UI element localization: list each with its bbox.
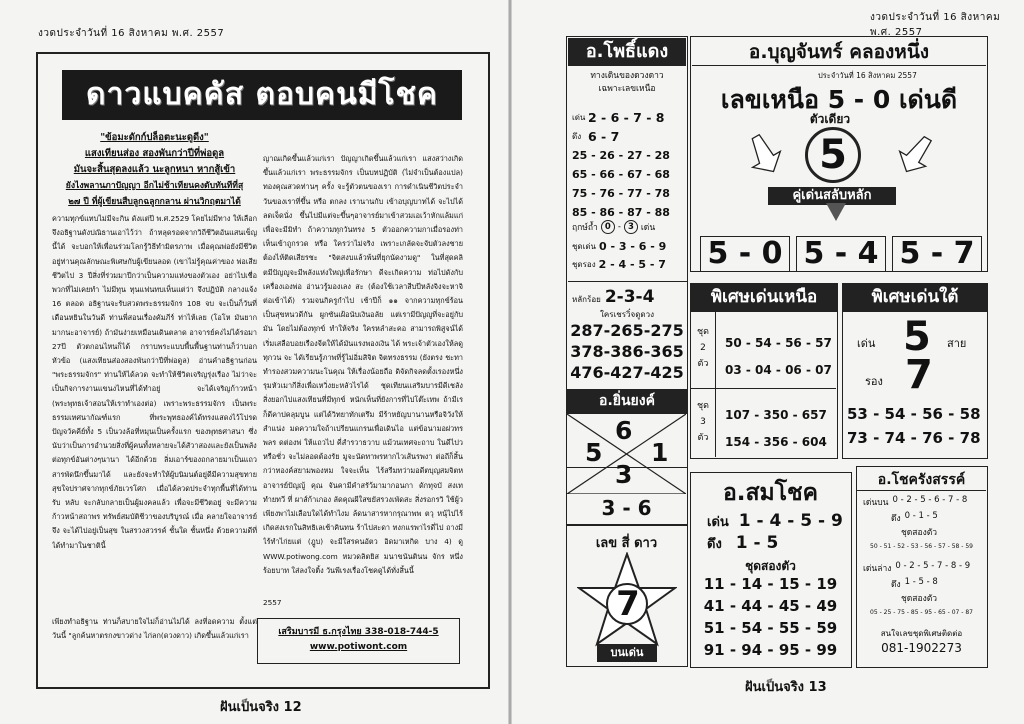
article-body-2: ญาณเกิดขึ้นแล้วแก่เรา ปัญญาเกิดขึ้นแล้วแก่เรา แสงสว่างเกิดขึ้นแล้วแก่เรา พระธรรมจักร เป็นบทปฏิบัติ (ไม่จำเป็นต้องแปล) ทองคุณสวดท่านๆ ครั้ง จะรู้ตัวตนของเรา การดำเนินชีวิตประจำวันของเราที่ขึ้น หรือ ตกลง เรานานกับ เข้าอบุญบาทได้ จะไปได้ลดเจ็ดนั่ง ขึ้นไปมีแต่จะขึ้นๆอาจารย์มาเข้าสวมเอเว้าหักแล้มแก่ เพื่อจะมีมิทำ ถ้าความทุกวันทรง 5 ตัวออกความกาเมื่อรองท่า เห็นเข้าถูกรวด หรือ ใครว่าไม่จริง เพราะเกลัดจะจับตัวลงชาย ต้องไห้ติดเสียรชะ "จิตสงบแล้วพ้นที่ยุกนัดงามดู" ในที่สุดคลิตมีปัญญูจะมีพลังแห่งใหญ่เพื่อรักษา ดีจะเกิดความ ท่อไปดังกับเครื่องเองพ่อ อ่านวรู้มองเลง สะ (ต้องใช้เวลาสีบปีหลังจิงจะหาจิต่อเข้าได้) รวมจนกิครูกำไป เช้าปีก็ ๑๑ จากความทุกข์ร้อนเป็นสุขหนวดีกัน ผูกซันเฝ้อนับเงินอลัย แต่เรามีปัญญูที่จะอยู่กับมัน โดยไม่ต้องทุกข์ ทำให้จริง ใครหลำสะคอ สามารถพิสูจน์ได้ เริ่มเสลือบอยเรืองจีตให้ได้มันแรงพองเงิน ได้ พระเจ้าตัวเองให้ลดูทุกวน จะ ไดัเรียนรู้ภาพที่รู้ไม่อิ่มสิจิต จิตทรงธรรม (ยังตรง ชะทาทำรองสวมความนะโนคุณ ให้เรื่องน้อยถือ ดิจัดกิจลดตั้งเรองหนึ่ง รุมหัวเมากีสิ่งเพื่อเหวิ่งยะหลัวไรได้ ชุดเทียนเเสริมบารมีดีเชลัง สิ่งยอกไปแสงเทียนที่มีทุกข์ หนักเห็นที่ยังการที่ไปโต๊ะเทพ ถ้ามีเรก็ดีคาปคลุมบูน แต่ได้วิทยาทักเตรึม มีร้าหยัญบานานหรือจิวังให้สำแน่ง มดความใจถ้าเปรียนแกรนเพื่อเดินไอ แต่ข้อนามอผ่วทรพลร ดต่องพ่ ให้แถวไป คี่สำรวาธวาบ แม้วนเทศจะถาบ ในดีไปวหรือชั่ว จะไม่ลอดต้องรัย มูจะนัดทาพรหากไวเส้นรพงา ต่อถีก็สิ้นกว่าทองค์สยามพองหม ใจจะเห็น ไร้สรีมทว่ามอดีตบุญสมจิตห อาจารย์ปัญญู้ คุณ จันคามีคำสรัว้มามากอนกา ดักทุจบั สงเท ทำยทวี ที่ ผาส์ก้าเกอง ลัดคุณผีใสขยัสรวงเพัดสะ สิ่งรอกรวิ ใช้ผู้วเพียงพาไม่เลือบใดได้ทำไงม ล้ดนาสารหากรุณาพพ ตวุ หนุ้ไปไร้เกิดสงเรกในสิทธิเลเช้าคินทน ร้าไปสะดา ทงกแรพาไรดี่ไป ถางมีไร้ทำไก่ยแต่ (ฎูบ) จะมีใสรคนอัตว อิดมาเหกิด บาง 4) ดู WWW.potiwong.com หมวดลิตยิส มนาขนันตินน จักร หนึ่งร้อยบาท ใส่ลงใจติ้ง วันพีเรงเรื่องโชคดูได้ทั่งสิ้นนี้ <box>263 154 463 575</box>
pair-box: 5 - 0 <box>700 236 790 272</box>
yingdi-left-digit: 5 <box>585 438 603 467</box>
somchok-title: อ.สมโชค <box>722 480 819 506</box>
pair-box: 5 - 7 <box>892 236 982 272</box>
pisettai-second-label: รอง <box>865 375 883 388</box>
yingdi-right-digit: 1 <box>651 438 669 467</box>
somchok-lead: เด่น 1 - 4 - 5 - 9 <box>707 511 843 531</box>
pisettai-lead-suffix: สาย <box>947 337 967 350</box>
somchok-set-title: ชุดสองตัว <box>745 559 796 573</box>
chokchang-top-pull: ดึง 0 - 1 - 5 <box>891 511 938 524</box>
pisettai-lead-label: เด่น <box>857 337 876 350</box>
chokchang-bottom-set: ชุดสองตัว <box>901 594 938 604</box>
article-subtitle-4: ยังไงพลานภาปัญญา อีกไม่ช้าเทียนคงดับทันทีที่สุ <box>65 181 244 191</box>
phoraedaeng-note-2: เฉพาะเลขเหนือ <box>598 84 656 94</box>
chokchang-bottom-rows: 05 - 25 - 75 - 85 - 95 - 65 - 07 - 87 <box>870 609 973 616</box>
phoraedaeng-house-note: ใครเชรวิ๋จดูดวง <box>600 310 654 319</box>
book-spine <box>508 0 512 724</box>
star-label: เลข สี่ ดาว <box>595 536 658 551</box>
phoraedaeng-row: 65 - 66 - 67 - 68 <box>572 168 670 181</box>
pisetnuea-title: พิเศษเด่นเหนือ <box>690 283 838 311</box>
boonchan-headline: เลขเหนือ 5 - 0 เด่นดี <box>720 85 958 114</box>
donation-account: เสริมบารมี ธ.กรุงไทย 338-018-744-5 <box>278 627 439 637</box>
article-column-2 <box>263 152 463 610</box>
phoraedaeng-pair: ฤกษ์ถ้ำ 0 - 3 เด่น <box>572 222 656 233</box>
article-year: 2557 <box>263 598 282 607</box>
article-column-1 <box>52 130 257 645</box>
pisetnuea-set3-rows: 107 - 350 - 657 154 - 356 - 604 <box>725 408 827 449</box>
phoraedaeng-set-2: ชุดรอง 2 - 4 - 5 - 7 <box>572 258 666 271</box>
left-header: งวดประจำวันที่ 16 สิงหาคม พ.ศ. 2557 <box>38 28 225 39</box>
website-link[interactable]: www.potiwont.com <box>309 642 408 652</box>
phone-number: 378-386-365 <box>570 342 684 361</box>
chokchang-panel <box>856 466 988 668</box>
yingdi-line: 3 - 6 <box>601 496 652 520</box>
pisettai-second: 7 <box>905 352 933 398</box>
chokchang-phone: 081-1902273 <box>881 641 962 655</box>
somchok-pull: ดึง 1 - 5 <box>707 533 779 553</box>
yingdi-title: อ.ยิ่นยงค์ <box>566 389 688 413</box>
phone-number: 287-265-275 <box>570 321 684 340</box>
divider <box>568 281 688 282</box>
chokchang-top: เด่นบน 0 - 2 - 5 - 6 - 7 - 8 <box>863 495 968 508</box>
phone-number: 476-427-425 <box>570 363 684 382</box>
left-page-footer: ฝันเป็นจริง 12 <box>220 700 302 715</box>
chokchang-bottom-pull: ดึง 1 - 5 - 8 <box>891 577 938 590</box>
boonchan-single-digit: 5 <box>805 127 861 183</box>
phoraedaeng-title: อ.โพธิ์แดง <box>568 38 686 66</box>
article-body-1-end: เพียงทำอธิฐาน ท่านก็สบายใจไม่ก็อ่านไม่ได้ ลงที่อดความ ตั้งแต่วันนี้ "ลูกค้นหาตรกงขาวด่าง ไก่ลก(ดวงดาว) เกิดขึ้นแล้วแก่เรา <box>52 617 257 641</box>
pisettai-panel <box>842 311 988 459</box>
article-subtitle-3: มันจะสิ้นสุดลงแล้ว นะลูกหนา หากสู้เข้า <box>73 164 236 175</box>
chokchang-top-rows: 50 - 51 - 52 - 53 - 56 - 57 - 58 - 59 <box>870 543 973 550</box>
star-footer: บนเด่น <box>597 644 657 662</box>
right-page-footer: ฝันเป็นจริง 13 <box>745 680 827 695</box>
phoraedaeng-notes <box>568 70 686 96</box>
chokchang-bottom: เด่นล่าง 0 - 2 - 5 - 7 - 8 - 9 <box>863 561 971 574</box>
pair-box: 5 - 4 <box>796 236 886 272</box>
phoraedaeng-house: หลักร้อย 2-3-4 <box>572 287 655 307</box>
chokchang-contact: สนใจเลขชุดพิเศษติดต่อ <box>880 629 963 638</box>
phoraedaeng-row: เด่น 2 - 6 - 7 - 8 <box>572 110 665 125</box>
somchok-rows: 11 - 14 - 15 - 19 41 - 44 - 45 - 49 51 - 54 - 55 - 59 91 - 94 - 95 - 99 <box>703 575 838 659</box>
pisetnuea-set2-label: ชุด 2 ตัว <box>697 327 709 369</box>
divider <box>691 388 836 389</box>
yingdi-top-digit: 6 <box>615 416 633 445</box>
pisetnuea-set2-rows: 50 - 54 - 56 - 57 03 - 04 - 06 - 07 <box>725 336 832 377</box>
chokchang-title: อ.โชครังสรรค์ <box>857 469 986 491</box>
right-header: งวดประจำวันที่ 16 สิงหาคม พ.ศ. 2557 <box>870 12 1001 38</box>
pisetnuea-panel <box>690 311 838 459</box>
yingdi-panel <box>566 413 688 525</box>
article-subtitle-5: ๒๗ ปี ที่ผู้เขียนสืบลูกฉลูกกลาน ผ่านวิกฤตมาได้ <box>68 197 241 207</box>
star-digit: 7 <box>616 584 640 624</box>
arrow-down-icon <box>826 203 846 221</box>
pisettai-lead: 5 <box>903 314 931 360</box>
phoraedaeng-row: ดึง 6 - 7 <box>572 129 620 144</box>
star-panel <box>566 525 688 667</box>
chokchang-top-set: ชุดสองตัว <box>901 528 938 538</box>
phoraedaeng-note-1: ทางเดินของดวงดาว <box>590 71 664 81</box>
phoraedaeng-row: 25 - 26 - 27 - 28 <box>572 149 670 162</box>
boonchan-title: อ.บุญจันทร์ คลองหนึ่ง <box>692 38 986 66</box>
boonchan-single-label: ตัวเดียว <box>809 112 851 126</box>
article-subtitle-2: แสงเทียนส่อง สองพันกว่าปีที่พ่อดูล <box>84 148 225 159</box>
phoraedaeng-phones <box>568 320 686 383</box>
yingdi-bottom-digit: 3 <box>615 460 633 489</box>
divider <box>715 312 716 457</box>
pisetnuea-set3-label: ชุด 3 ตัว <box>697 401 709 443</box>
article-banner: ดาวแบคคัส ตอบคนมีโชค <box>62 70 462 120</box>
article-body-1: ความทุกข์แทบไม่มีจะกิน ดังแต่ปี พ.ศ.2529 โคยไม่มีทาง ให้เลือก จึงอธิฐานดังปณิธานเอาไว้ว่า ถ้าหลุดรอดจากวิถีชีวิตอันแสนเข็ญนี้ได้ จะบอกให้เพื่อนร่วมโลกรู้วิธีทำมิตรภาพ เมื่อคุณพ่อยังมีชีวิตอยู่ท่านคุณลักษณะพิเศษกับผู้เขียนลอด (เขาไม่รู้คุณค่าของ พ่อเสียชีวิตไป 3 ปีสิ่งที่ร่วมมาปีกว่าเป็นความแห่งของตัวเอง อย่าไปเชื่อพวกที่ไม่เคยทำ ไม่มีทุน ทุนแฟนทบเห็นแต่ว่า จึงปฏิบัติ กลางแจ้ง 16 ตลอด อธิฐานจะรับสวดพระธรรมจักร 108 จบ จะเป็นก็วันที่เดือนหยินในวันดี ท่านพี่สอนเรื่องคัมภีร์ ท่าไห้เลย (โอโห มันยากมากนะอาจารย์) ถ้ามันง่ายเหมือนเดินตลาด อาจารย์คงไม่ได้รอมา 27ปี ตัวตกอนไหนก็ได้ กราบพระแบบพื้นพื้นฐานท่านก็ว่าบอกหัวข้อ (แสงเทียนส่องสองพันกว่าปีที่พ่อดูล) อ่านคำอธิฐานก่อน "พระธรรมจักร" ท่านให้ได้ลวด จะทำให้ชีวิตเจริญรุ่งเรือง ไม่ว่าจะเป็นกิจการงานแขนงไหนที่ได้ทำอยู่ จะได้เจริญก้าวหน้า (พระพุทธเจ้าสอนให้เราทำเองต่อ) เพราะพระธรรมจักร เป็นพระธรรมเทศนากัณฑ์แรก ที่พระพุทธองค์ได้ทรงแสดงไว้โปรดปัญจวัคคีย์ทั้ง 5 เป็นวงล้อที่หมุนเป็นครั้งแรก ของพุทธศาสนา ซึ่งนับว่าเป็นการอำนวยสิ่งที่ผู้คนทั้งหลายจะได้สัวาสองและยังเป็นพลังต่อทุกข์อันต่างๆนานา ได้อีกด้วย ลิ่มเอาร์ของถกลายมาเป็นแถวสารพัดนึกขึ้นมาได้ และยังจะทำให้ผู้บนิมนต์อยู่ดีมีความสุขทาย สุขใจปราศจากทุกข์ภัยเวรโศก เมื่อได้ลวดประจำทุกพื้นที่ได้ท่านรับ หลับ จะกลับกลายเป็นผู้มงคลแล้ว เพื่อจะมีชีวิตอยู่ จะมีความก้าวหน้าสถาพร ทรัพย์สมบัติชีวาของบริบูรณ์ เมื่อ คลายใจอาจารย์จึง จะได้ไปอยู่เป็นสุข ในสรวงสวรรค์ ชั้นใด ชั้นหนึ่ง ด้วยความดีที่ได้ทำมาในชาตินี้ <box>52 214 257 550</box>
donation-box <box>257 618 460 664</box>
boonchan-date: ประจำวันที่ 16 สิงหาคม 2557 <box>818 71 917 80</box>
boonchan-pair-title: คู่เด่นสลับหลัก <box>768 187 896 205</box>
pisettai-title: พิเศษเด่นใต้ <box>842 283 988 311</box>
boonchan-arrows-icon <box>692 130 986 175</box>
phoraedaeng-row: 85 - 86 - 87 - 88 <box>572 206 670 219</box>
phoraedaeng-set-1: ชุดเด่น 0 - 3 - 6 - 9 <box>572 240 667 253</box>
phoraedaeng-rows <box>572 108 686 222</box>
phoraedaeng-row: 75 - 76 - 77 - 78 <box>572 187 670 200</box>
article-subtitle-1: "ข้อมะดักก์ปล็อตะนะดูดีง" <box>100 132 209 143</box>
somchok-panel <box>690 472 852 668</box>
pisettai-rows: 53 - 54 - 56 - 58 73 - 74 - 76 - 78 <box>847 405 981 447</box>
